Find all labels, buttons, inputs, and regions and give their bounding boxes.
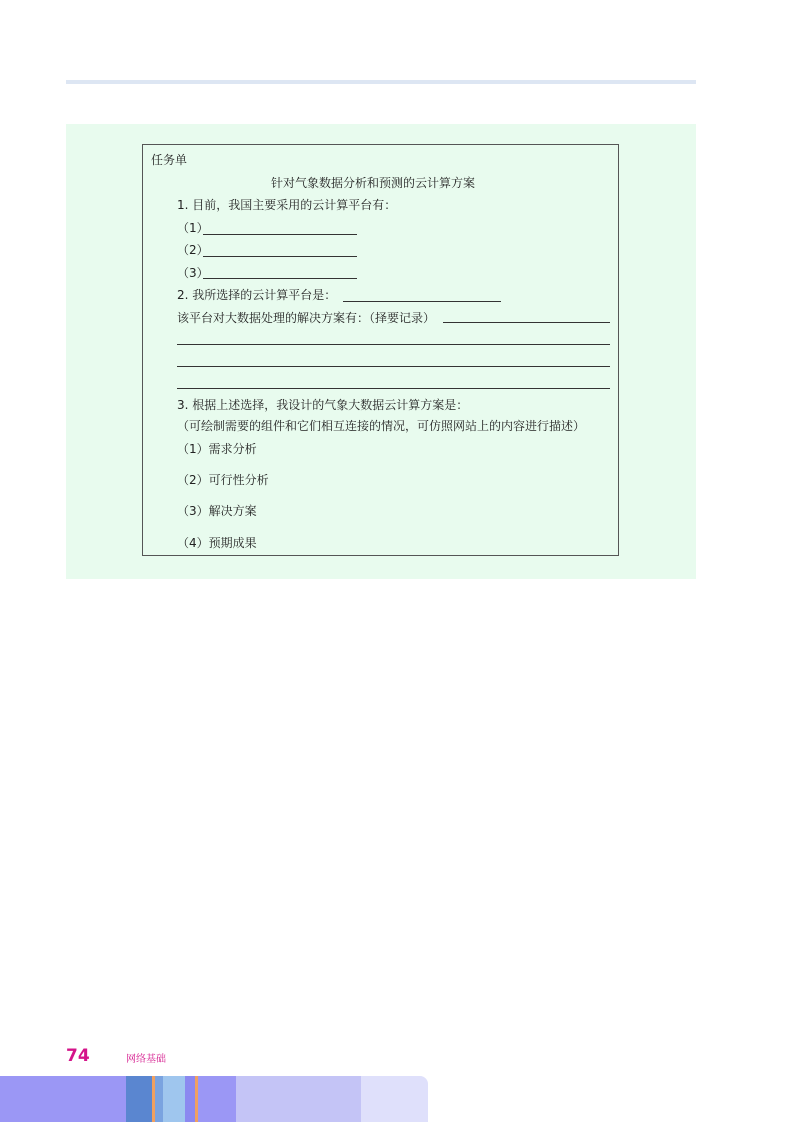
header-rule [66, 80, 696, 84]
q1-answer-line-3[interactable] [203, 278, 357, 279]
q3-item-1: （1）需求分析 [177, 442, 257, 456]
page-number: 74 [66, 1046, 90, 1066]
q3-item-2: （2）可行性分析 [177, 473, 269, 487]
q1-answer-line-1[interactable] [203, 234, 357, 235]
band-segment [236, 1076, 361, 1122]
band-segment [0, 1076, 126, 1122]
q1-item-2: （2） [177, 243, 209, 257]
band-segment [155, 1076, 163, 1122]
task-title: 针对气象数据分析和预测的云计算方案 [271, 176, 476, 190]
band-segment [126, 1076, 152, 1122]
question-3: 3. 根据上述选择，我设计的气象大数据云计算方案是： [177, 398, 469, 412]
band-segment [361, 1076, 428, 1122]
q1-answer-line-2[interactable] [203, 256, 357, 257]
q3-item-4: （4）预期成果 [177, 536, 257, 550]
question-2: 2. 我所选择的云计算平台是： [177, 288, 337, 302]
task-sheet [142, 144, 619, 556]
question-3-hint: （可绘制需要的组件和它们相互连接的情况，可仿照网站上的内容进行描述） [177, 419, 586, 433]
q3-item-3: （3）解决方案 [177, 504, 257, 518]
q1-item-1: （1） [177, 221, 209, 235]
q1-item-3: （3） [177, 266, 209, 280]
band-segment [185, 1076, 195, 1122]
q2-notes-line-4[interactable] [177, 388, 610, 389]
q2-notes-line-3[interactable] [177, 366, 610, 367]
q2-notes-line-2[interactable] [177, 344, 610, 345]
question-1: 1. 目前，我国主要采用的云计算平台有： [177, 198, 397, 212]
task-label: 任务单 [151, 153, 188, 167]
q2-answer-line[interactable] [343, 301, 501, 302]
band-segment [163, 1076, 185, 1122]
q2-notes-line-1[interactable] [443, 322, 610, 323]
question-2-sub: 该平台对大数据处理的解决方案有：（择要记录） [177, 311, 436, 325]
book-title: 网络基础 [126, 1054, 166, 1065]
band-segment [198, 1076, 236, 1122]
